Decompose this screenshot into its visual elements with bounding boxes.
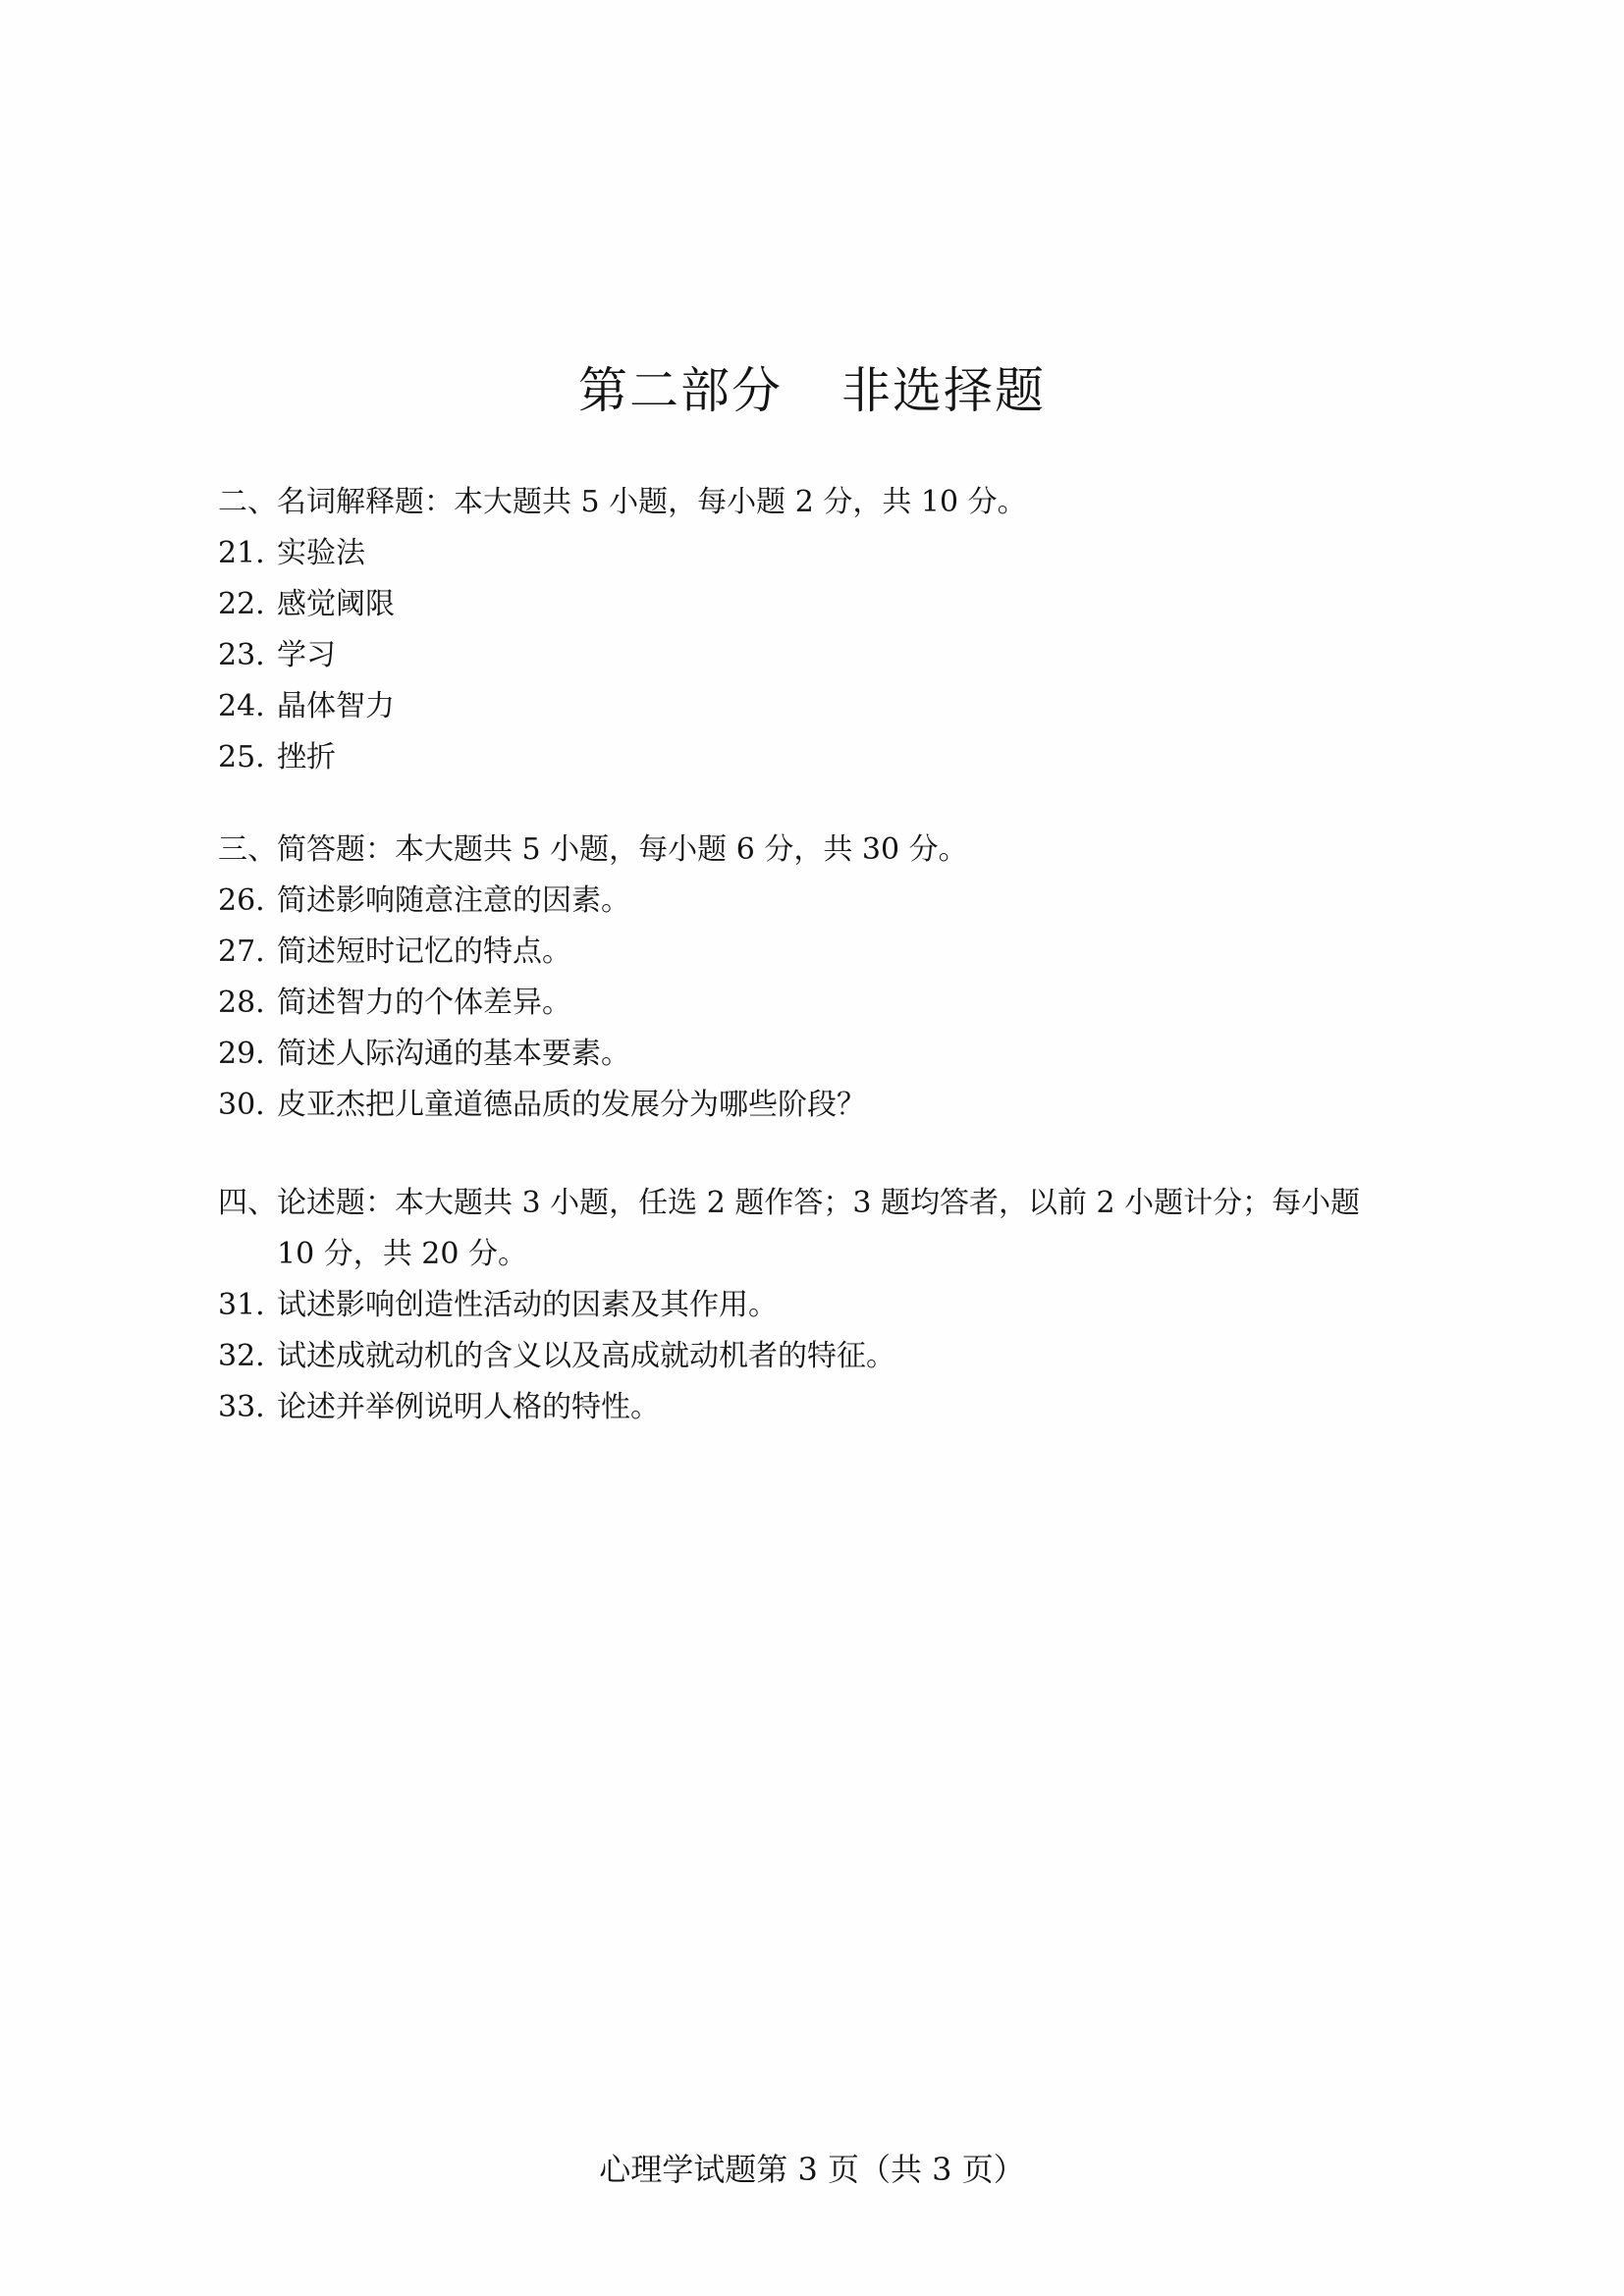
question-text: 晶体智力 (277, 689, 395, 723)
question-item (218, 1080, 1396, 1131)
part-title-right: 非选择题 (841, 362, 1046, 419)
question-item (218, 1280, 1396, 1331)
question-text: 学习 (277, 638, 336, 672)
question-number: 30. (218, 1088, 265, 1122)
question-item (218, 1331, 1396, 1382)
section-heading (218, 1178, 1396, 1280)
question-number: 31. (218, 1288, 265, 1322)
question-number: 28. (218, 986, 265, 1020)
part-title (0, 351, 1624, 422)
question-text: 简述短时记忆的特点。 (277, 934, 571, 969)
question-number: 25. (218, 740, 265, 774)
question-item (218, 1029, 1396, 1080)
question-number: 27. (218, 934, 265, 969)
section-essay (218, 1178, 1396, 1433)
question-text: 感觉阈限 (277, 587, 395, 621)
question-text: 简述人际沟通的基本要素。 (277, 1037, 630, 1071)
question-number: 29. (218, 1037, 265, 1071)
question-number: 23. (218, 638, 265, 672)
section-heading-line2: 10 分，共 20 分。 (277, 1237, 527, 1271)
question-item (218, 1382, 1396, 1433)
question-item (218, 681, 1396, 732)
question-text: 试述影响创造性活动的因素及其作用。 (277, 1288, 778, 1322)
question-item (218, 528, 1396, 579)
section-noun-explanation (218, 477, 1396, 783)
question-item (218, 630, 1396, 681)
question-text: 挫折 (277, 740, 336, 774)
question-item (218, 978, 1396, 1029)
question-number: 32. (218, 1339, 265, 1373)
page-footer: 心理学试题第 3 页（共 3 页） (599, 2151, 1025, 2188)
question-text: 简述影响随意注意的因素。 (277, 883, 630, 918)
question-text: 皮亚杰把儿童道德品质的发展分为哪些阶段？ (277, 1088, 866, 1122)
question-text: 简述智力的个体差异。 (277, 986, 571, 1020)
question-text: 试述成就动机的含义以及高成就动机者的特征。 (277, 1339, 895, 1373)
section-heading: 二、名词解释题：本大题共 5 小题，每小题 2 分，共 10 分。 (218, 485, 1027, 519)
question-item (218, 927, 1396, 978)
question-item (218, 579, 1396, 630)
section-heading-line1: 四、论述题：本大题共 3 小题，任选 2 题作答；3 题均答者，以前 2 小题计分；每小题 (218, 1186, 1361, 1220)
question-number: 26. (218, 883, 265, 918)
question-text: 论述并举例说明人格的特性。 (277, 1390, 660, 1424)
question-number: 33. (218, 1390, 265, 1424)
question-text: 实验法 (277, 536, 365, 570)
question-item (218, 732, 1396, 783)
section-short-answer (218, 825, 1396, 1131)
question-number: 21. (218, 536, 265, 570)
question-number: 22. (218, 587, 265, 621)
question-item (218, 876, 1396, 927)
question-number: 24. (218, 689, 265, 723)
section-heading: 三、简答题：本大题共 5 小题，每小题 6 分，共 30 分。 (218, 832, 968, 867)
part-title-left: 第二部分 (578, 362, 783, 419)
